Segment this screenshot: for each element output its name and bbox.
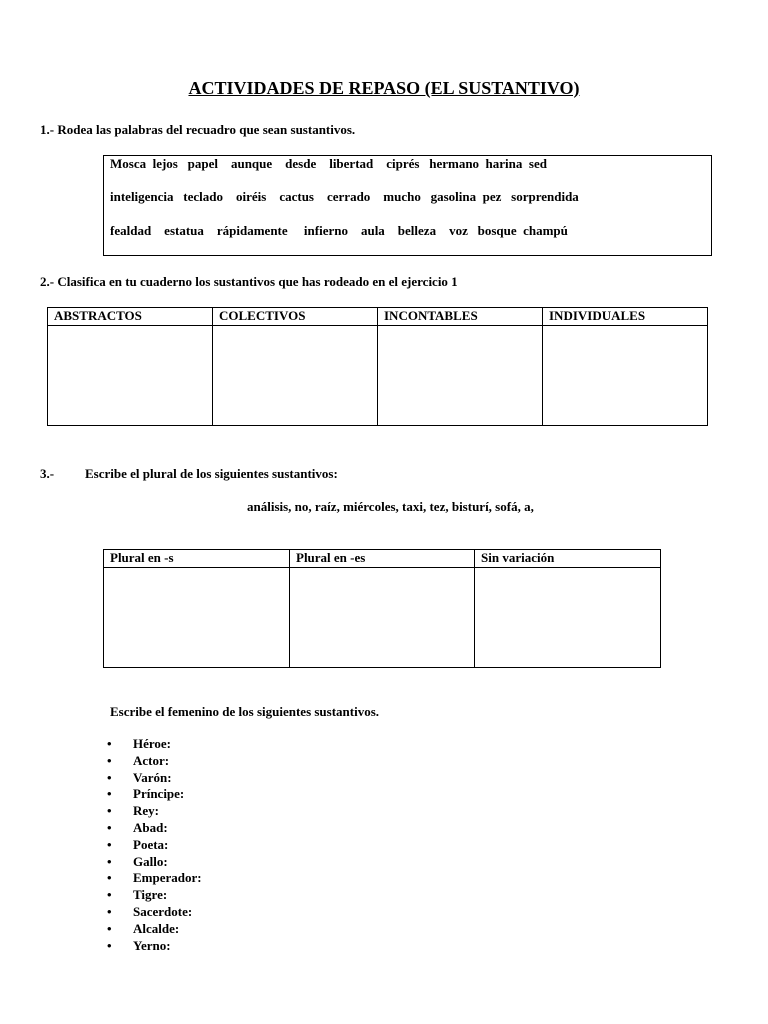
cell-plural-s[interactable] — [104, 568, 290, 668]
plural-words: análisis, no, raíz, miércoles, taxi, tez, bisturí, sofá, a, — [247, 499, 534, 514]
list-item-label: Yerno: — [133, 937, 171, 953]
classification-table — [47, 307, 708, 426]
bullet-icon: • — [107, 786, 112, 802]
list-item — [107, 921, 202, 938]
cell-abstractos[interactable] — [48, 326, 213, 426]
list-item — [107, 904, 202, 921]
header-incontables: INCONTABLES — [378, 308, 543, 326]
page-title: ACTIVIDADES DE REPASO (EL SUSTANTIVO) — [188, 78, 580, 98]
list-item-label: Gallo: — [133, 853, 168, 869]
list-item-label: Abad: — [133, 819, 168, 835]
header-sin-variacion: Sin variación — [475, 550, 661, 568]
plural-table — [103, 549, 661, 668]
list-item-label: Varón: — [133, 769, 172, 785]
bullet-icon: • — [107, 870, 112, 886]
list-item-label: Alcalde: — [133, 920, 180, 936]
list-item-label: Poeta: — [133, 836, 169, 852]
list-item — [107, 938, 202, 955]
word-row-1: Mosca lejos papel aunque desde libertad ciprés hermano harina sed — [110, 156, 547, 171]
bullet-icon: • — [107, 920, 112, 936]
word-row-2: inteligencia teclado oiréis cactus cerrado mucho gasolina pez sorprendida — [110, 189, 579, 204]
list-item — [107, 803, 202, 820]
question-4-text: Escribe el femenino de los siguientes sustantivos. — [110, 704, 380, 719]
question-3-text: Escribe el plural de los siguientes sustantivos: — [85, 466, 338, 481]
feminine-list — [107, 736, 202, 954]
bullet-icon: • — [107, 903, 112, 919]
question-1-text: 1.- Rodea las palabras del recuadro que sean sustantivos. — [40, 122, 356, 137]
header-plural-es: Plural en -es — [290, 550, 475, 568]
list-item — [107, 837, 202, 854]
header-individuales: INDIVIDUALES — [543, 308, 708, 326]
list-item — [107, 887, 202, 904]
question-3-number: 3.- — [40, 466, 55, 481]
cell-individuales[interactable] — [543, 326, 708, 426]
bullet-icon: • — [107, 853, 112, 869]
list-item-label: Emperador: — [133, 870, 202, 886]
list-item-label: Tigre: — [133, 887, 168, 903]
bullet-icon: • — [107, 752, 112, 768]
bullet-icon: • — [107, 803, 112, 819]
cell-plural-es[interactable] — [290, 568, 475, 668]
list-item-label: Príncipe: — [133, 786, 185, 802]
word-row-3: fealdad estatua rápidamente infierno aula belleza voz bosque champú — [110, 223, 568, 238]
bullet-icon: • — [107, 769, 112, 785]
bullet-icon: • — [107, 937, 112, 953]
bullet-icon: • — [107, 819, 112, 835]
list-item — [107, 770, 202, 787]
list-item-label: Héroe: — [133, 736, 172, 751]
list-item — [107, 870, 202, 887]
header-colectivos: COLECTIVOS — [213, 308, 378, 326]
cell-incontables[interactable] — [378, 326, 543, 426]
word-box — [103, 155, 712, 256]
list-item — [107, 820, 202, 837]
list-item-label: Rey: — [133, 803, 159, 819]
cell-colectivos[interactable] — [213, 326, 378, 426]
list-item — [107, 753, 202, 770]
header-plural-s: Plural en -s — [104, 550, 290, 568]
cell-sin-variacion[interactable] — [475, 568, 661, 668]
question-2-text: 2.- Clasifica en tu cuaderno los sustantivos que has rodeado en el ejercicio 1 — [40, 274, 458, 289]
bullet-icon: • — [107, 836, 112, 852]
bullet-icon: • — [107, 736, 112, 751]
bullet-icon: • — [107, 887, 112, 903]
list-item-label: Actor: — [133, 752, 170, 768]
header-abstractos: ABSTRACTOS — [48, 308, 213, 326]
list-item-label: Sacerdote: — [133, 903, 193, 919]
list-item — [107, 736, 202, 753]
list-item — [107, 854, 202, 871]
list-item — [107, 786, 202, 803]
